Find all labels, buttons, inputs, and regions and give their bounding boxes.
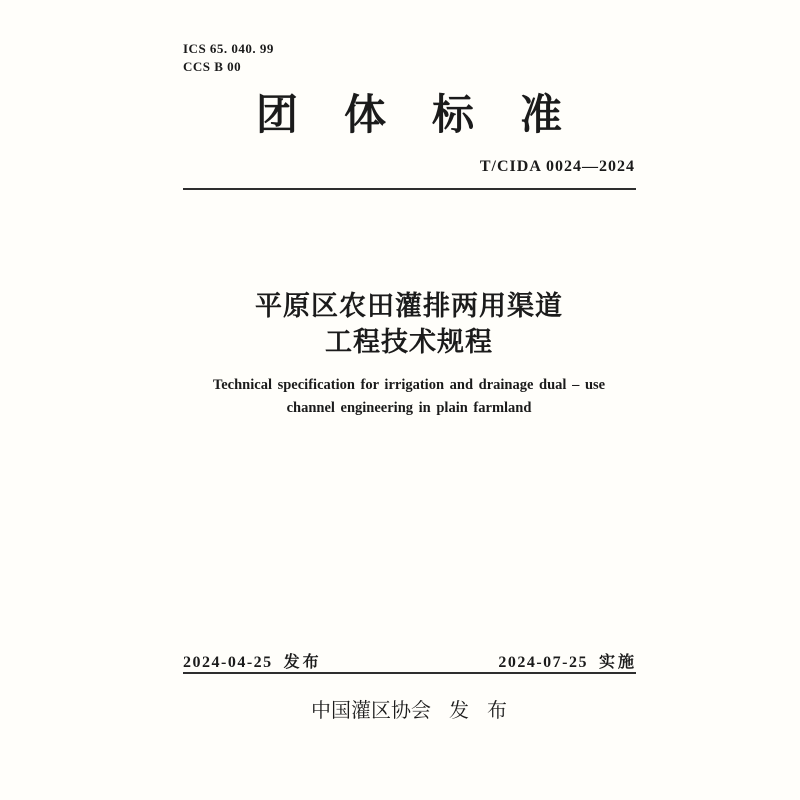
- document-category-title: 团体标准: [255, 91, 608, 138]
- ics-code: ICS 65. 040. 99: [183, 41, 274, 56]
- implement-label: 实施: [598, 654, 637, 671]
- publish-label: 发布: [283, 654, 322, 671]
- publisher-line: [183, 694, 635, 723]
- dates-row: [183, 649, 637, 672]
- ccs-code: CCS B 00: [183, 59, 242, 74]
- title-english-line2: channel engineering in plain farmland: [286, 400, 532, 416]
- implement-date-group: [498, 649, 637, 672]
- footer-divider-line: [183, 672, 636, 674]
- publisher-action: 发布: [449, 700, 525, 722]
- header-divider-line: [183, 188, 636, 190]
- title-chinese: [143, 288, 675, 360]
- title-chinese-line2: 工程技术规程: [325, 327, 493, 357]
- title-english-line1: Technical specification for irrigation and drainage dual – use: [212, 377, 606, 393]
- title-chinese-line1: 平原区农田灌排两用渠道: [255, 291, 563, 321]
- publish-date: 2024-04-25: [183, 654, 273, 671]
- standard-number: T/CIDA 0024—2024: [479, 158, 635, 175]
- publish-date-group: [183, 649, 322, 672]
- implement-date: 2024-07-25: [498, 654, 588, 671]
- title-english: [133, 374, 685, 420]
- publisher-org: 中国灌区协会: [311, 700, 431, 722]
- classification-codes: [183, 40, 274, 76]
